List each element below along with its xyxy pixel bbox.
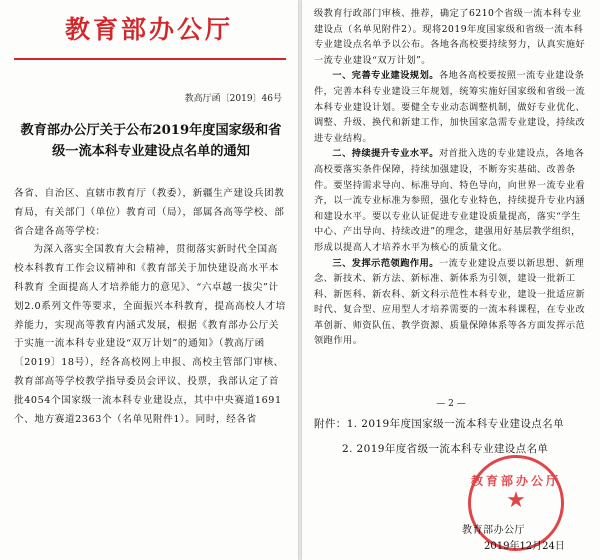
left-page (0, 0, 298, 560)
signature-org: 教育部办公厅 (462, 525, 525, 536)
right-body (314, 6, 590, 349)
header-rule (14, 58, 286, 60)
signature-date: 2019年12月24日 (484, 541, 565, 552)
document-number: 教高厅函〔2019〕46号 (184, 94, 282, 104)
right-page (302, 0, 600, 560)
document-title: 教育部办公厅关于公布2019年度国家级和省级一流本科专业建设点名单的通知 (20, 123, 282, 159)
section-2 (314, 146, 590, 255)
section-1 (314, 68, 590, 146)
section-3-text: 一流专业建设点要以新思想、新理念、新技术、新方法、新标准、新体系为引领，建设一批新工科、新医科、新农科、新文科示范性本科专业，建设一批适应新时代、复合型、应用型人才培养需要的一流本科课程，在专业改革创新、师资队伍、教学资源、质量保障体系等各方面发挥示范领跑作用。 (314, 257, 586, 347)
attachment-1: 附件：1. 2019年度国家级一流本科专业建设点名单 (314, 418, 564, 430)
section-1-text: 各地各高校要按照一流专业建设条件，完善本科专业建设三年规划，统筹实施好国家级和省级一流本科专业建设计划。要健全专业动态调整机制，做好专业优化、调整、升级、换代和新建工作，加快国家急需专业建设，持续改进专业结构。 (314, 70, 586, 144)
intro-paragraph: 级教育行政部门审核、推荐，确定了6210个省级一流本科专业建设点（名单见附件2）。现将2019年度国家级和省级一流本科专业建设点名单予以公布。各地各高校要持续努力，认真实施好一流专业建设“双万计划”。 (314, 8, 586, 66)
seal-text: 教育部办公厅 (471, 474, 562, 488)
star-icon: ★ (506, 488, 526, 513)
section-3-heading: 三、发挥示范领跑作用。 (332, 257, 439, 269)
section-2-text: 对首批入选的专业建设点，各地各高校要落实条件保障，持续加强建设，不断夯实基础、改善条件。要坚持需求导向、标准导向、特色导向，向世界一流专业看齐，以一流专业标准为参照，强化专业特色，持续提升专业内涵和建设水平。要以专业认证促进专业建设质量提高，落实“学生中心、产出导向、持续改进”的理念，建强用好基层教学组织，形成以提高人才培养水平为核心的质量文化。 (314, 148, 586, 253)
body-paragraph: 为深入落实全国教育大会精神，贯彻落实新时代全国高校本科教育工作会议精神和《教育部关于加快建设高水平本科教育 全面提高人才培养能力的意见》、“六卓越一拔尖”计划2.0系列文件等要求，全面振兴本科教育，提高高校人才培养能力，实现高等教育内涵式发展，根据《教育部办公厅关于实施一流本科专业建设“双万计划”的通知》（教高厅函〔2019〕18号），经各高校网上申报、高校主管部门审核、教育部高等学校教学指导委员会评议、投票，我部认定了首批4054个国家级一流本科专业建设点，其中中央赛道1691个、地方赛道2363个（名单见附件1）。同时，经各省 (14, 244, 286, 425)
section-1-heading: 一、完善专业建设规划。 (332, 70, 439, 82)
attachment-2: 2. 2019年度省级一流本科专业建设点名单 (342, 443, 549, 455)
addressee: 各省、自治区、直辖市教育厅（教委），新疆生产建设兵团教育局，有关部门（单位）教育司（局），部属各高等学校、部省合建各高等学校： (14, 188, 285, 237)
left-body (14, 185, 286, 429)
page-number: — 2 — (436, 399, 466, 409)
section-2-heading: 二、持续提升专业水平。 (332, 148, 439, 160)
document-header: 教育部办公厅 (64, 15, 233, 44)
section-3 (314, 256, 590, 350)
